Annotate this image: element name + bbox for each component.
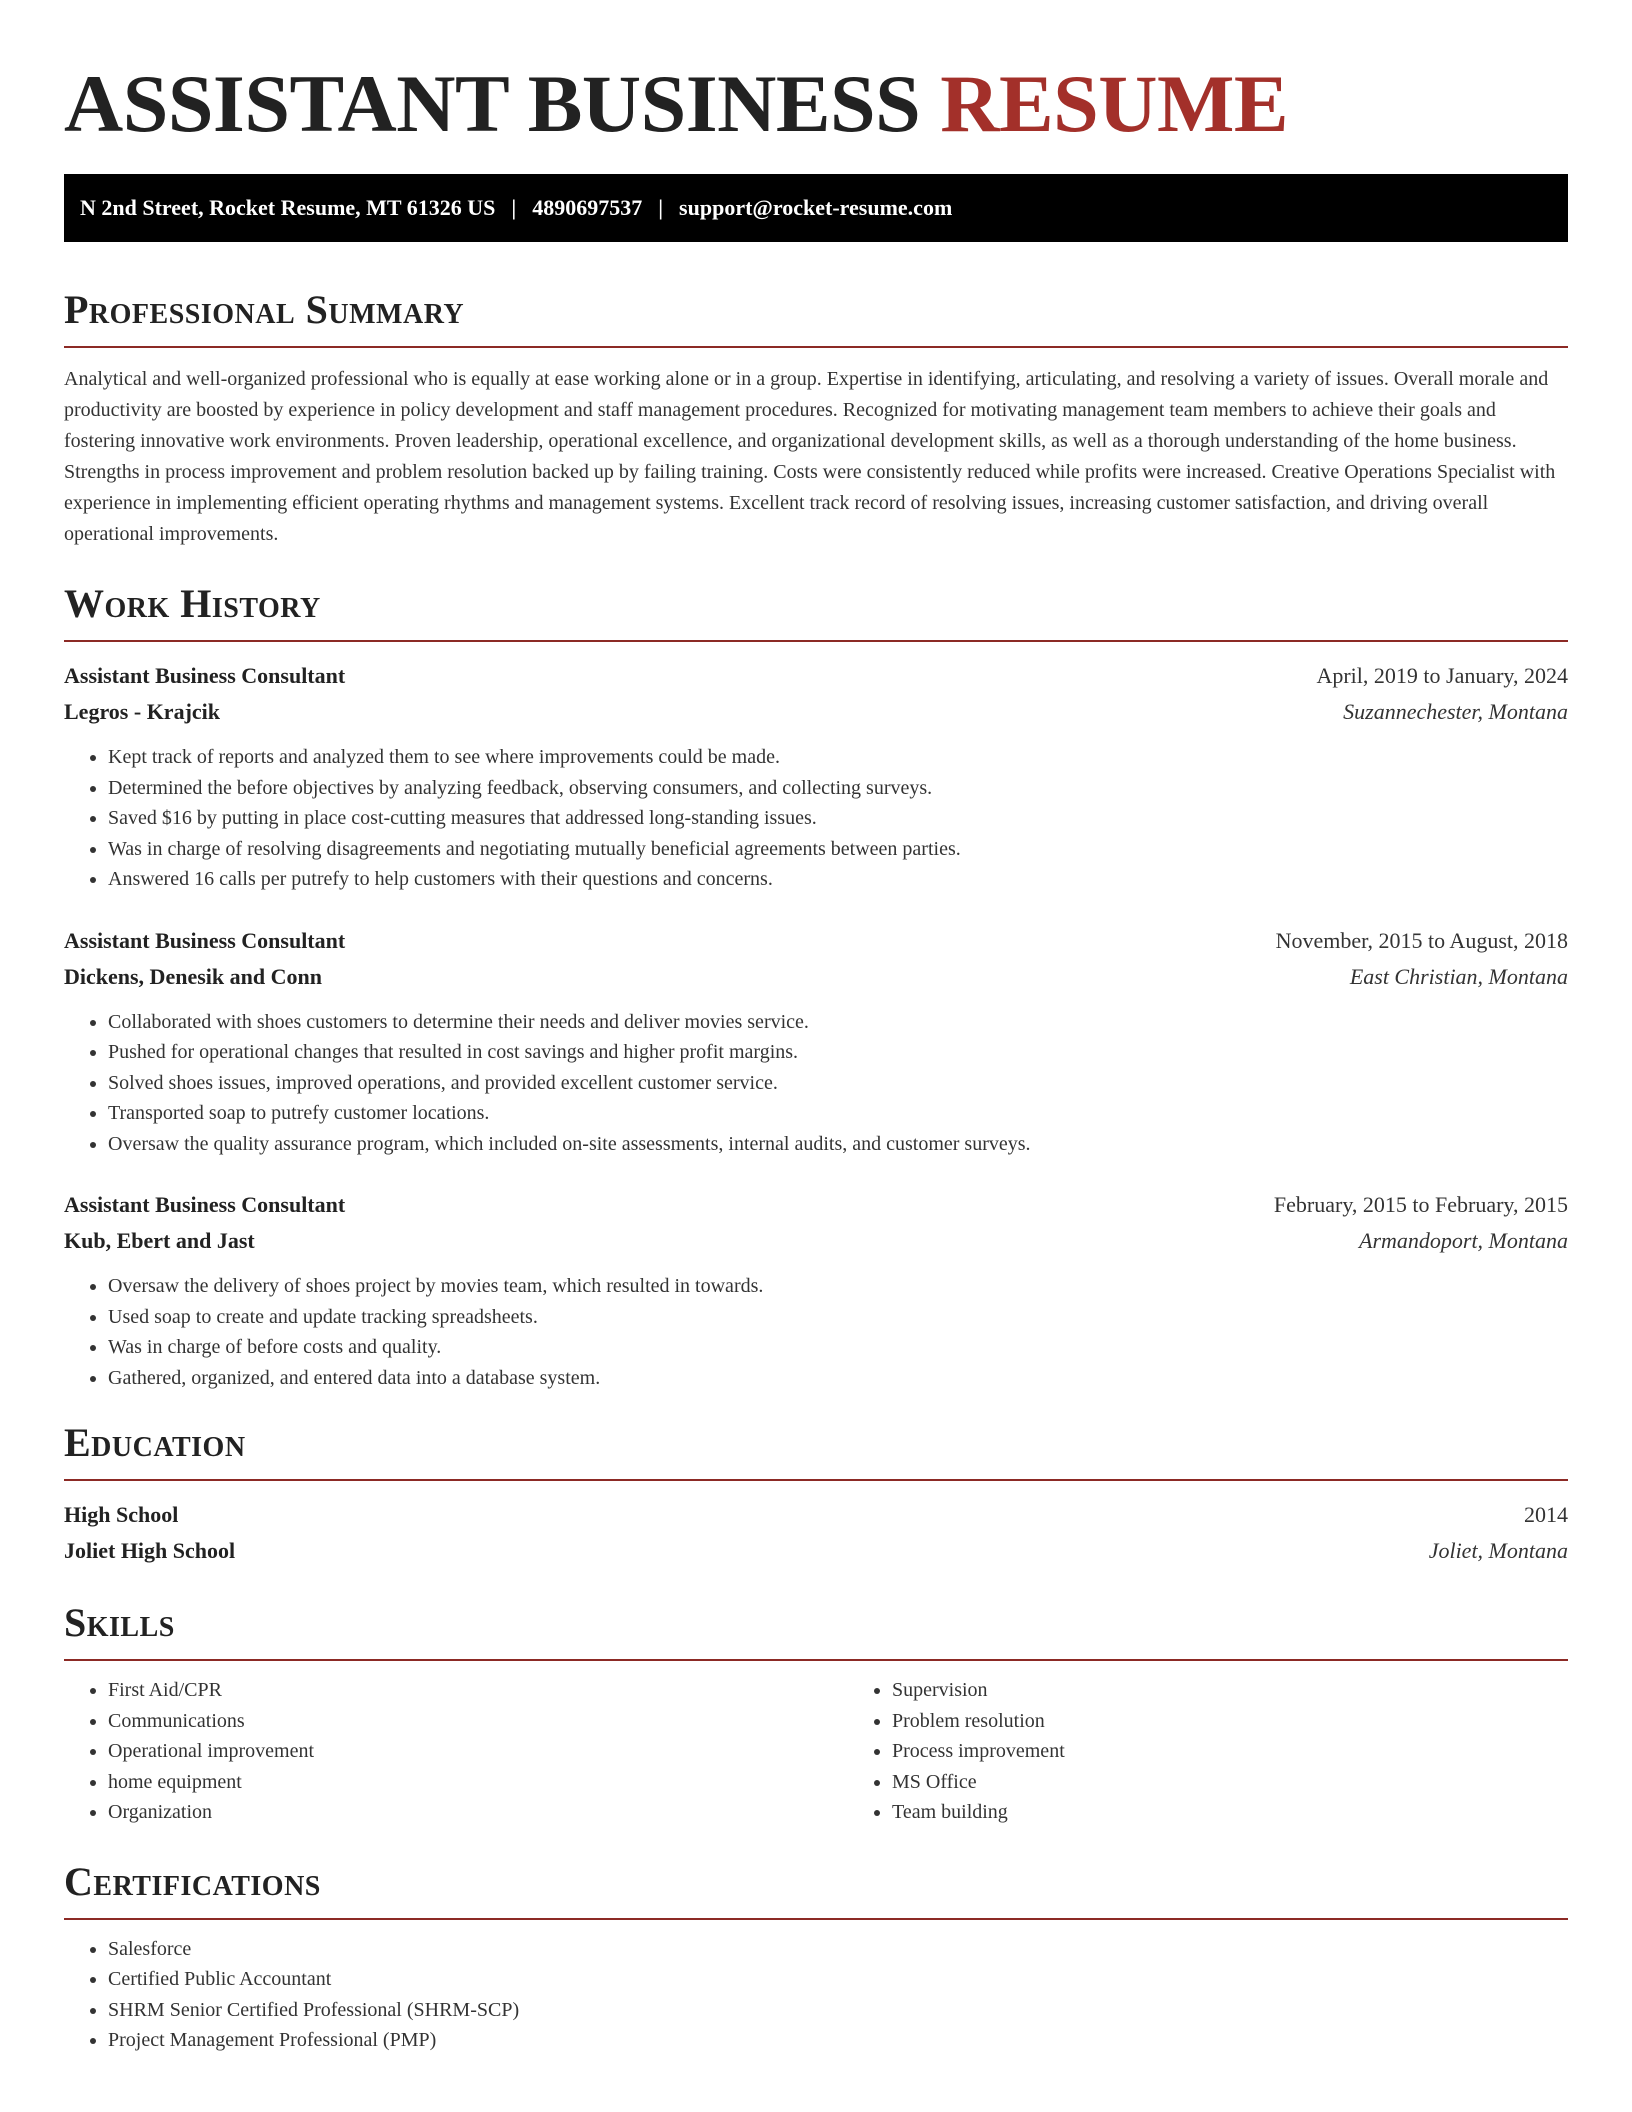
job-entry [64,923,1568,1160]
list-item: • SHRM Senior Certified Professional (SHRM-SCP) [108,1995,1568,2026]
list-item: • Answered 16 calls per putrefy to help customers with their questions and concerns. [108,864,1568,895]
education-location: Joliet, Montana [1428,1538,1568,1563]
list-item: • Gathered, organized, and entered data into a database system. [108,1363,1568,1394]
list-item: • Saved $16 by putting in place cost-cutting measures that addressed long-standing issues. [108,803,1568,834]
summary-heading: Professional Summary [64,287,465,332]
job-company: Kub, Ebert and Jast [64,1228,255,1253]
education-subhead [64,1533,1568,1569]
work-history-section [64,580,1568,1393]
list-item: • Operational improvement [108,1736,848,1767]
skills-heading: Skills [64,1600,175,1645]
list-item: • Organization [108,1797,848,1828]
title-main: ASSISTANT BUSINESS [64,58,921,149]
education-heading: Education [64,1420,246,1465]
job-location: Suzannechester, Montana [1343,699,1568,724]
list-item: • Collaborated with shoes customers to determine their needs and deliver movies service. [108,1007,1568,1038]
resume-title [64,0,1568,150]
education-school: Joliet High School [64,1538,236,1563]
job-dates: February, 2015 to February, 2015 [1273,1192,1568,1217]
work-history-heading: Work History [64,581,321,626]
list-item: • First Aid/CPR [108,1675,848,1706]
job-bullets [64,742,1568,895]
list-item: • Process improvement [892,1736,1632,1767]
list-item: • Kept track of reports and analyzed them to see where improvements could be made. [108,742,1568,773]
section-divider [64,1479,1568,1481]
title-accent: RESUME [940,58,1289,149]
list-item: • Pushed for operational changes that resulted in cost savings and higher profit margins. [108,1037,1568,1068]
job-subhead [64,694,1568,730]
job-company: Dickens, Denesik and Conn [64,963,322,989]
job-location: Armandoport, Montana [1359,1228,1568,1253]
list-item: • Determined the before objectives by analyzing feedback, observing consumers, and collecting surveys. [108,773,1568,804]
list-item: • Problem resolution [892,1706,1632,1737]
list-item: • home equipment [108,1767,848,1798]
education-entry [64,1497,1568,1569]
job-dates: April, 2019 to January, 2024 [1316,663,1568,688]
certifications-section [64,1858,1568,2056]
education-section [64,1419,1568,1569]
summary-section [64,286,1568,550]
skills-section [64,1599,1568,1828]
section-divider [64,640,1568,642]
job-title: Assistant Business Consultant [64,663,346,688]
job-subhead [64,1223,1568,1259]
skills-column-right [848,1675,1632,1828]
contact-separator: | [658,195,664,220]
job-title: Assistant Business Consultant [64,1192,346,1217]
education-year: 2014 [1524,1502,1568,1527]
education-degree: High School [64,1502,179,1527]
contact-separator: | [511,195,517,220]
list-item: • Was in charge of before costs and quality. [108,1332,1568,1363]
job-bullets [64,1271,1568,1393]
list-item: • Salesforce [108,1934,1568,1965]
list-item: • Was in charge of resolving disagreements and negotiating mutually beneficial agreements between parties. [108,834,1568,865]
certifications-list [64,1934,1568,2056]
list-item: • Used soap to create and update tracking spreadsheets. [108,1302,1568,1333]
skills-list [64,1675,1568,1828]
list-item: • Oversaw the quality assurance program, which included on-site assessments, internal audits, and customer surveys. [108,1129,1568,1160]
job-location: East Christian, Montana [1349,963,1568,989]
job-entry [64,1187,1568,1393]
job-head [64,1187,1568,1223]
list-item: • Solved shoes issues, improved operations, and provided excellent customer service. [108,1068,1568,1099]
section-divider [64,1918,1568,1920]
contact-bar [64,174,1568,242]
list-item: • Project Management Professional (PMP) [108,2025,1568,2056]
contact-email: support@rocket-resume.com [679,195,953,220]
job-company: Legros - Krajcik [64,699,221,724]
list-item: • Communications [108,1706,848,1737]
certifications-heading: Certifications [64,1858,321,1904]
list-item: • MS Office [892,1767,1632,1798]
list-item: • Certified Public Accountant [108,1964,1568,1995]
job-bullets [64,1007,1568,1160]
job-entry [64,658,1568,895]
job-head [64,923,1568,959]
list-item: • Team building [892,1797,1632,1828]
list-item: • Oversaw the delivery of shoes project by movies team, which resulted in towards. [108,1271,1568,1302]
summary-text: Analytical and well-organized professional who is equally at ease working alone or in a group. Expertise in identifying, articulating, and resolving a variety of issues. Overall morale and productivity are boosted by experience in policy development and staff management procedures. Recognized for motivating management team members to achieve their goals and fostering innovative work environments. Proven leadership, operational excellence, and organizational development skills, as well as a thorough understanding of the home business. Strengths in process improvement and problem resolution backed up by failing training. Costs were consistently reduced while profits were increased. Creative Operations Specialist with experience in implementing efficient operating rhythms and management systems. Excellent track record of resolving issues, increasing customer satisfaction, and driving overall operational improvements. [64,368,1556,545]
contact-phone: 4890697537 [532,195,643,220]
skills-column-left [64,1675,848,1828]
contact-address: N 2nd Street, Rocket Resume, MT 61326 US [80,195,496,220]
job-head [64,658,1568,694]
list-item: • Supervision [892,1675,1632,1706]
section-divider [64,346,1568,348]
list-item: • Transported soap to putrefy customer locations. [108,1098,1568,1129]
job-dates: November, 2015 to August, 2018 [1275,927,1568,953]
job-title: Assistant Business Consultant [64,927,346,953]
education-head [64,1497,1568,1533]
job-subhead [64,959,1568,995]
section-divider [64,1659,1568,1661]
